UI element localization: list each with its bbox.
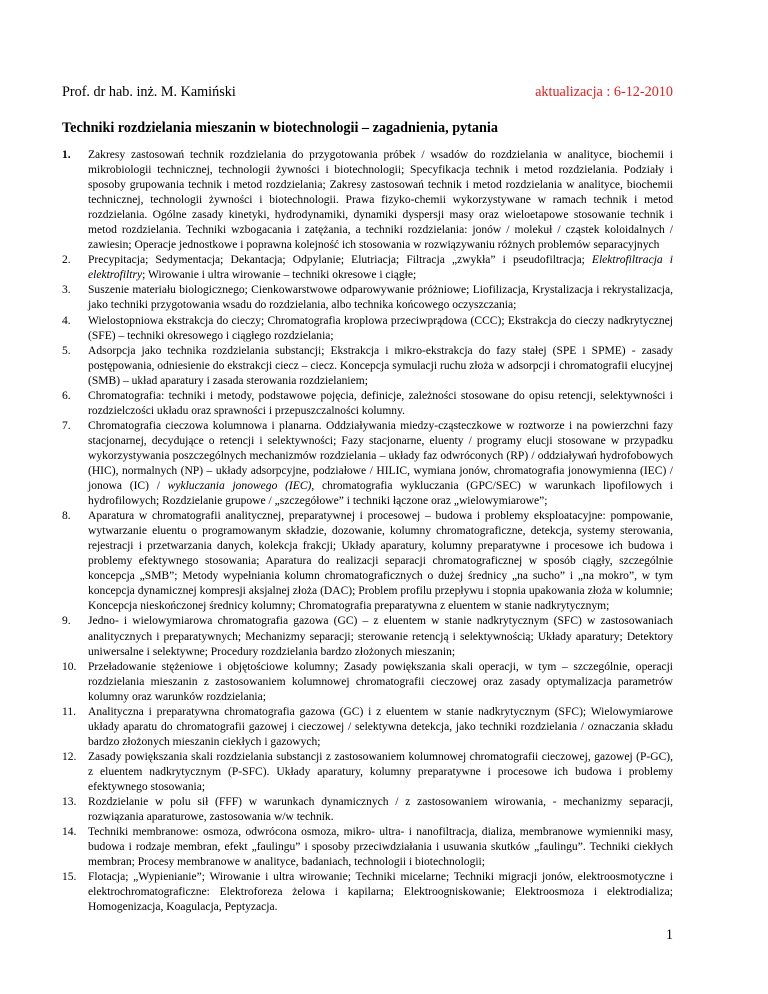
item-text-segment: ; Wirowanie i ultra wirowanie – techniki okresowe i ciągłe; [142,269,417,282]
list-item [62,705,673,750]
item-text-segment: Wielostopniowa ekstrakcja do cieczy; Chromatografia kroplowa przeciwprądowa (CCC); Ekstrakcja do cieczy nadkrytycznej (SFE) – techniki okresowego i ciągłego rozdzielania; [88,314,673,342]
item-number: 15. [62,871,77,884]
item-text-segment: Rozdzielanie w polu sił (FFF) w warunkach dynamicznych / z zastosowaniem wirowania, - mechanizmy separacji, rozwiązania aparaturowe, zastosowania w/w technik. [88,796,673,824]
item-text-segment: Chromatografia: techniki i metody, podstawowe pojęcia, definicje, zależności stosowane do opisu retencji, selektywności i rozdzielczości układu oraz sprawności i przepuszczalności kolumny. [88,389,673,417]
item-number: 7. [62,419,71,432]
item-number: 4. [62,314,71,327]
item-text-segment: Precypitacja; Sedymentacja; Dekantacja; Odpylanie; Elutriacja; Filtracja „zwykła” i pseudofiltracja; [88,254,592,267]
list-item [62,750,673,795]
item-text [88,420,673,507]
item-text [88,796,673,823]
list-item [62,314,673,344]
item-number: 11. [62,705,77,718]
item-text [88,315,673,342]
item-text [88,661,673,703]
update-date: aktualizacja : 6-12-2010 [535,84,673,100]
list-item [62,148,673,253]
item-text [88,390,673,417]
item-text [88,149,673,251]
list-item [62,509,673,614]
list-item [62,389,673,419]
list-item [62,825,673,870]
list-item [62,419,673,509]
item-text-segment: Suszenie materiału biologicznego; Cienkowarstwowe odparowywanie próżniowe; Liofilizacja, Krystalizacja i rekrystalizacja, jako techniki przygotowania wsadu do rozdzielania, albo technika końcowego oczyszczania; [88,284,673,312]
list-item [62,870,673,915]
item-number: 3. [62,284,71,297]
item-text-segment: Analityczna i preparatywna chromatografia gazowa (GC) i z eluentem w stanie nadkrytycznym (SFC); Wielowymiarowe układy aparatu do chromatografii gazowej i cieczowej / selektywna detekcja, jako techniki rozdzielania / oznaczania składu bardzo złożonych mieszanin ciekłych i gazowych; [88,705,673,748]
item-number: 6. [62,389,71,402]
item-text [88,871,673,913]
question-list [62,148,673,915]
item-number: 13. [62,796,77,809]
item-text-segment: Zasady powiększania skali rozdzielania substancji z zastosowaniem kolumnowej chromatografii cieczowej, gazowej (P-GC), z eluentem nadkrytycznym (P-SFC). Układy aparatury, kolumny preparatywne i procesowe ich budowa i problemy efektywnego stosowania; [88,750,673,793]
list-item [62,795,673,825]
item-text [88,751,673,793]
item-text-segment: Przeładowanie stężeniowe i objętościowe kolumny; Zasady powiększania skali operacji, w tym – szczególnie, operacji rozdzielania mieszanin z zastosowaniem kolumnowej chromatografii cieczowej oraz zasady optymalizacja parametrów kolumny oraz warunków rozdzielania; [88,660,673,703]
list-item [62,660,673,705]
item-text-segment: Zakresy zastosowań technik rozdzielania do przygotowania próbek / wsadów do rozdzielania w analityce, biochemii i mikrobiologii technicznej, technologii żywności i biotechnologii; Specyfikacja technik i metod rozdzielania. Podziały i sposoby grupowania technik i metod rozdzielania; Zakresy zastosowań technik i metod rozdzielania w analityce, biochemii technicznej, technologii żywności i biotechnologii. Prawa fizyko-chemii wykorzystywane w ramach technik i metod rozdzielania. Ogólne zasady kinetyki, hydrodynamiki, dynamiki dyspersji masy oraz wieloetapowe stosowanie technik i metod rozdzielania. Techniki wzbogacania i zatężania, a techniki rozdzielania: jonów / molekuł / cząstek koloidalnych / zawiesin; Operacje jednostkowe i poprawna kolejność ich stosowania w rozwiązywaniu różnych problemów separacyjnych [88,149,673,252]
item-text [88,284,673,311]
item-number: 2. [62,254,71,267]
item-text-segment: Jedno- i wielowymiarowa chromatografia gazowa (GC) – z eluentem w stanie nadkrytycznym (SFC) w zastosowaniach analitycznych i preparatywnych; Mechanizmy separacji; sterowanie retencją i selektywnością; Układy aparatury; Detektory uniwersalne i selektywne; Procedury rozdzielania bardzo złożonych mieszanin; [88,615,673,658]
author-name: Prof. dr hab. inż. M. Kamiński [62,84,236,100]
page-header [62,84,673,104]
page-number: 1 [665,927,673,943]
item-text-italic: Elektrofiltracja i elektrofiltry [88,254,673,282]
item-number: 8. [62,510,71,523]
item-text [88,254,673,281]
item-number: 1. [62,149,71,161]
item-text-segment: , chromatografia wykluczania (GPC/SEC) w warunkach lipofilowych i hydrofilowych; Rozdzielanie grupowe / „szczegółowe” i techniki łączone oraz „wielowymiarowe”; [88,480,673,508]
item-number: 10. [62,660,77,673]
item-text [88,706,673,748]
item-text [88,615,673,657]
item-number: 14. [62,826,77,839]
item-text-italic: wykluczania jonowego (IEC) [167,480,312,493]
item-text-segment: Techniki membranowe: osmoza, odwrócona osmoza, mikro- ultra- i nanofiltracja, dializa, membranowe wymienniki masy, budowa i rodzaje membran, efekt „faulingu” i sposoby przeciwdziałania i usuwania skutków „faulingu”. Techniki ciekłych membran; Procesy membranowe w analityce, badaniach, technologii i biotechnologii; [88,826,673,869]
item-number: 5. [62,344,71,357]
list-item [62,253,673,283]
item-number: 9. [62,615,71,628]
item-text-segment: Adsorpcja jako technika rozdzielania substancji; Ekstrakcja i mikro-ekstrakcja do fazy stałej (SPE i SPME) - zasady postępowania, odniesienie do ekstrakcji ciecz – ciecz. Koncepcja symulacji ruchu złoża w adsorpcji i chromatografii elucyjnej (SMB) – układ aparatury i zasada sterowania rozdzielaniem; [88,344,673,387]
list-item [62,344,673,389]
item-text-segment: Flotacja; „Wypienianie”; Wirowanie i ultra wirowanie; Techniki micelarne; Techniki migracji jonów, elektroosmotyczne i elektrochromatograficzne: Elektroforeza żelowa i kapilarna; Elektroogniskowanie; Elektroosmoza i elektrodializa; Homogenizacja, Koagulacja, Peptyzacja. [88,871,673,914]
item-number: 12. [62,750,77,763]
document-title: Techniki rozdzielania mieszanin w biotechnologii – zagadnienia, pytania [62,120,498,136]
item-text [88,826,673,868]
list-item [62,283,673,313]
item-text [88,345,673,387]
item-text [88,510,673,612]
item-text-segment: Chromatografia cieczowa kolumnowa i planarna. Oddziaływania miedzy-cząsteczkowe w roztworze i na powierzchni fazy stacjonarnej, decydujące o retencji i selektywności; Fazy stacjonarne, eluenty / programy elucji stosowane w przypadku wykorzystywania poszczególnych mechanizmów rozdzielania – układy faz odwróconych (RP) / oddziaływań hydrofobowych (HIC), normalnych (NP) – układy adsorpcyjne, podziałowe / HILIC, wymiana jonów, chromatografia jonowymienna (IEC) / jonowa (IC) / [88,419,673,493]
list-item [62,614,673,659]
item-text-segment: Aparatura w chromatografii analitycznej, preparatywnej i procesowej – budowa i problemy eksploatacyjne: pompowanie, wytwarzanie eluentu o programowanym składzie, dozowanie, kolumny chromatograficzne, detekcja, systemy sterowania, rejestracji i przetwarzania danych, kolekcja frakcji; Układy aparatury, kolumny preparatywne i procesowe ich budowa i problemy efektywnego stosowania; Aparatura do realizacji separacji chromatograficznej w sposób ciągły, szczególnie koncepcja „SMB”; Metody wypełniania kolumn chromatograficznych o dużej średnicy „na sucho” i „na mokro”, w tym koncepcja dynamicznej kompresji aksjalnej złoża (DAC); Problem profilu przepływu i stopnia upakowania złoża w kolumnie; Koncepcja nieskończonej średnicy kolumny; Chromatografia preparatywna z eluentem w stanie nadkrytycznym; [88,510,673,613]
